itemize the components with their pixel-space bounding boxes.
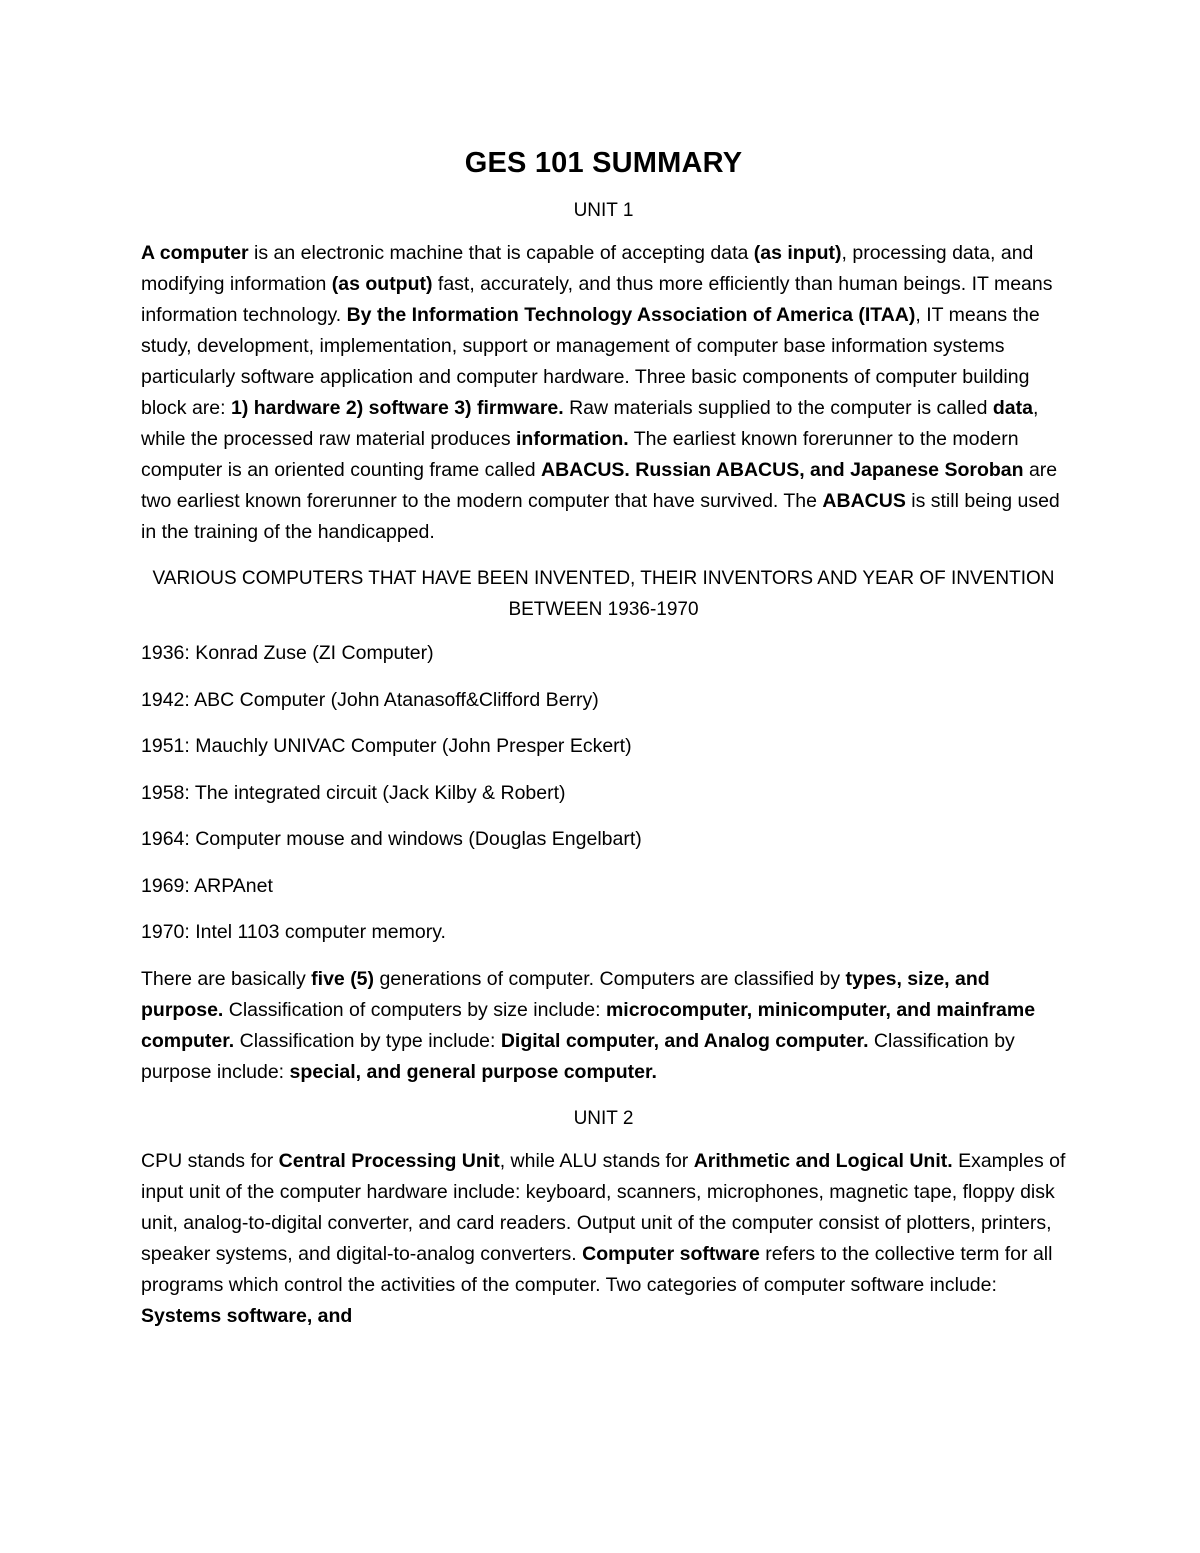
unit-2-paragraph-1 (141, 1146, 1066, 1332)
document-page (141, 140, 1066, 1332)
bold-text-run: 1) hardware 2) software 3) firmware. (230, 397, 564, 419)
text-run: Classification by purpose include: (141, 1029, 1015, 1083)
bold-text-run: information. (516, 428, 629, 450)
text-run: is an electronic machine that is capable of accepting data (248, 242, 754, 264)
invention-item: 1970: Intel 1103 computer memory. (141, 921, 446, 943)
unit-1-paragraph-2 (141, 964, 1066, 1088)
text-run: , IT means the study, development, implementation, support or management of computer base information systems particularly software application and computer hardware. Three basic components of computer building block are: (141, 304, 1040, 419)
bold-text-run: By the Information Technology Association of America (ITAA) (346, 304, 916, 326)
unit-1-heading: UNIT 1 (573, 200, 634, 221)
unit-1-paragraph-1 (141, 238, 1066, 548)
text-run: fast, accurately, and thus more efficiently than human beings. IT means information technology. (141, 273, 1053, 326)
bold-text-run: Arithmetic and Logical Unit. (693, 1149, 953, 1172)
bold-text-run: five (5) (311, 967, 375, 990)
text-run: Raw materials supplied to the computer is called (563, 397, 993, 419)
invention-item: 1942: ABC Computer (John Atanasoff&Clifford Berry) (141, 688, 599, 711)
invention-item: 1969: ARPAnet (141, 874, 273, 897)
invention-item: 1951: Mauchly UNIVAC Computer (John Presper Eckert) (141, 735, 632, 757)
bold-text-run: microcomputer, minicomputer, and mainframe computer. (141, 998, 1036, 1052)
unit-2-heading: UNIT 2 (573, 1107, 634, 1129)
bold-text-run: data (992, 397, 1033, 419)
bold-text-run: (as input) (753, 242, 842, 264)
invention-item: 1958: The integrated circuit (Jack Kilby & Robert) (141, 781, 566, 804)
text-run: Examples of input unit of the computer hardware include: keyboard, scanners, microphones, magnetic tape, floppy disk unit, analog-to-digital converter, and card readers. Output unit of the computer consist of plotters, printers, speaker systems, and digital-to-analog converters. (141, 1149, 1066, 1265)
text-run: CPU stands for (141, 1149, 279, 1172)
bold-text-run: Systems software, and (141, 1304, 353, 1327)
bold-text-run: special, and general purpose computer. (289, 1060, 657, 1083)
document-title: GES 101 SUMMARY (464, 147, 743, 179)
text-run: , while the processed raw material produces (141, 397, 1039, 450)
text-run: Classification of computers by size include: (223, 998, 606, 1021)
text-run: generations of computer. Computers are classified by (374, 967, 846, 990)
text-run: Classification by type include: (234, 1029, 501, 1052)
bold-text-run: ABACUS (822, 490, 906, 512)
invention-item: 1964: Computer mouse and windows (Douglas Engelbart) (141, 828, 642, 850)
text-run: The earliest known forerunner to the modern computer is an oriented counting frame called (141, 428, 1019, 481)
bold-text-run: (as output) (331, 273, 433, 295)
text-run: , while ALU stands for (499, 1149, 694, 1172)
bold-text-run: Computer software (582, 1242, 760, 1265)
text-run: , processing data, and modifying information (141, 242, 1034, 295)
bold-text-run: A computer (141, 242, 249, 264)
invention-item: 1936: Konrad Zuse (ZI Computer) (141, 642, 434, 664)
inventions-heading: VARIOUS COMPUTERS THAT HAVE BEEN INVENTED, THEIR INVENTORS AND YEAR OF INVENTION BETWEEN 1936-1970 (152, 568, 1055, 620)
bold-text-run: ABACUS. Russian ABACUS, and Japanese Soroban (540, 459, 1024, 481)
text-run: are two earliest known forerunner to the modern computer that have survived. The (141, 459, 1058, 512)
bold-text-run: Central Processing Unit (278, 1149, 500, 1172)
inventions-list (141, 638, 1066, 948)
text-run: refers to the collective term for all programs which control the activities of the computer. Two categories of computer software include: (141, 1242, 1053, 1296)
text-run: There are basically (141, 967, 312, 990)
bold-text-run: Digital computer, and Analog computer. (500, 1029, 869, 1052)
text-run: is still being used in the training of the handicapped. (141, 490, 1060, 543)
bold-text-run: types, size, and purpose. (141, 967, 990, 1021)
